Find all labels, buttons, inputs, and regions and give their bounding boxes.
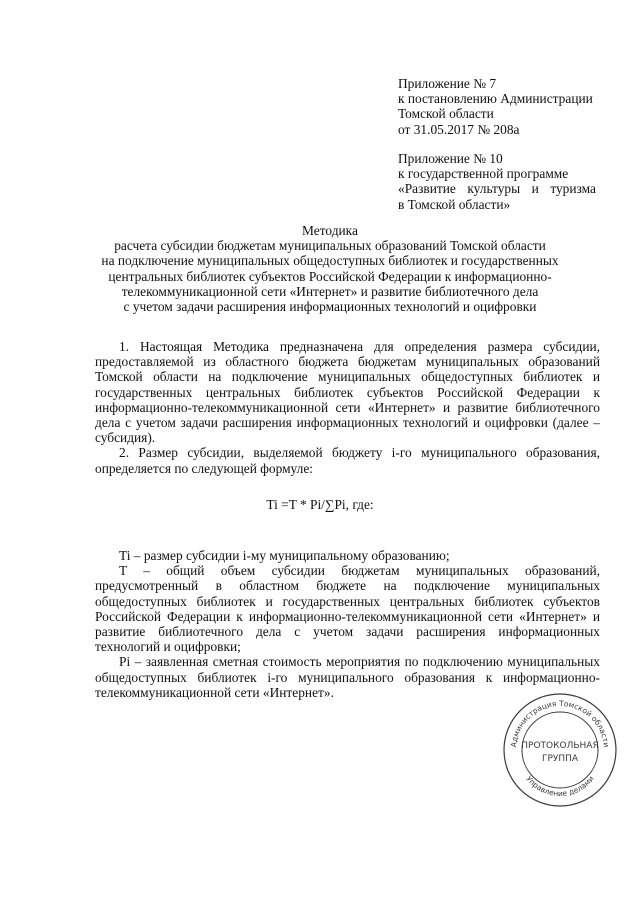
- annex-10-header: [398, 151, 608, 212]
- stamp-inner-line2: ГРУППА: [541, 754, 579, 764]
- definition-t: T – общий объем субсидии бюджетам муниципальных образований, предусмотренный в областном бюджете на подключение муниципальных общедоступных библиотек и государственных центральных библиотек субъектов Российской Федерации к информационно-телекоммуникационной сети «Интернет» и развитие библиотечного дела с учетом задачи расширения информационных технологий и оцифровки;: [95, 563, 600, 655]
- title-line: с учетом задачи расширения информационных технологий и оцифровки: [123, 299, 537, 315]
- body-section-1: [95, 339, 600, 476]
- program-word: и: [531, 181, 539, 197]
- paragraph-1: 1. Настоящая Методика предназначена для определения размера субсидии, предоставляемой из областного бюджета бюджетам муниципальных образований Томской области на подключение муниципальных общедоступных библиотек и государственных центральных библиотек субъектов Российской Федерации к информационно-телекоммуникационной сети «Интернет» и развитие библиотечного дела с учетом задачи расширения информационных технологий и оцифровки (далее – субсидия).: [95, 339, 600, 446]
- formula: Ti =T * Pi/∑Pi, где:: [266, 497, 374, 512]
- title-heading: Методика: [302, 223, 358, 238]
- title-line: центральных библиотек субъектов Российской Федерации к информационно-: [108, 268, 552, 284]
- definition-ti: Ti – размер субсидии i-му муниципальному образованию;: [119, 548, 450, 563]
- title-line: расчета субсидии бюджетам муниципальных образований Томской области: [114, 238, 546, 254]
- title-line: на подключение муниципальных общедоступных библиотек и государственных: [101, 253, 559, 269]
- document-title: [80, 223, 580, 314]
- title-line: телекоммуникационной сети «Интернет» и развитие библиотечного дела: [121, 283, 539, 299]
- annex-10-title: Приложение № 10: [398, 151, 503, 166]
- annex-10-program: к государственной программе: [398, 166, 569, 182]
- stamp-outer-bottom: Управление делами: [524, 774, 596, 799]
- stamp-inner-line1: ПРОТОКОЛЬНАЯ: [521, 741, 599, 751]
- program-word: туризма: [550, 181, 596, 197]
- body-section-2: [95, 548, 600, 700]
- paragraph-2: 2. Размер субсидии, выделяемой бюджету i-го муниципального образования, определяется по следующей формуле:: [95, 445, 600, 476]
- annex-7-header: [398, 76, 608, 137]
- program-word: культуры: [467, 181, 521, 197]
- annex-10-region: в Томской области»: [398, 196, 511, 212]
- annex-10-program-name: [398, 181, 596, 196]
- definition-pi: Pi – заявленная сметная стоимость мероприятия по подключению муниципальных общедоступных библиотек i-го муниципального образования к информационно-телекоммуникационной сети «Интернет».: [95, 654, 600, 700]
- annex-7-title: Приложение № 7: [398, 76, 497, 91]
- annex-7-region: Томской области: [398, 106, 494, 122]
- stamp-outer-top: Администрация Томской области: [509, 698, 611, 748]
- official-stamp: [502, 692, 618, 808]
- program-word: «Развитие: [398, 181, 456, 197]
- annex-7-date: от 31.05.2017 № 208а: [398, 121, 520, 137]
- annex-7-resolution: к постановлению Администрации: [398, 91, 593, 107]
